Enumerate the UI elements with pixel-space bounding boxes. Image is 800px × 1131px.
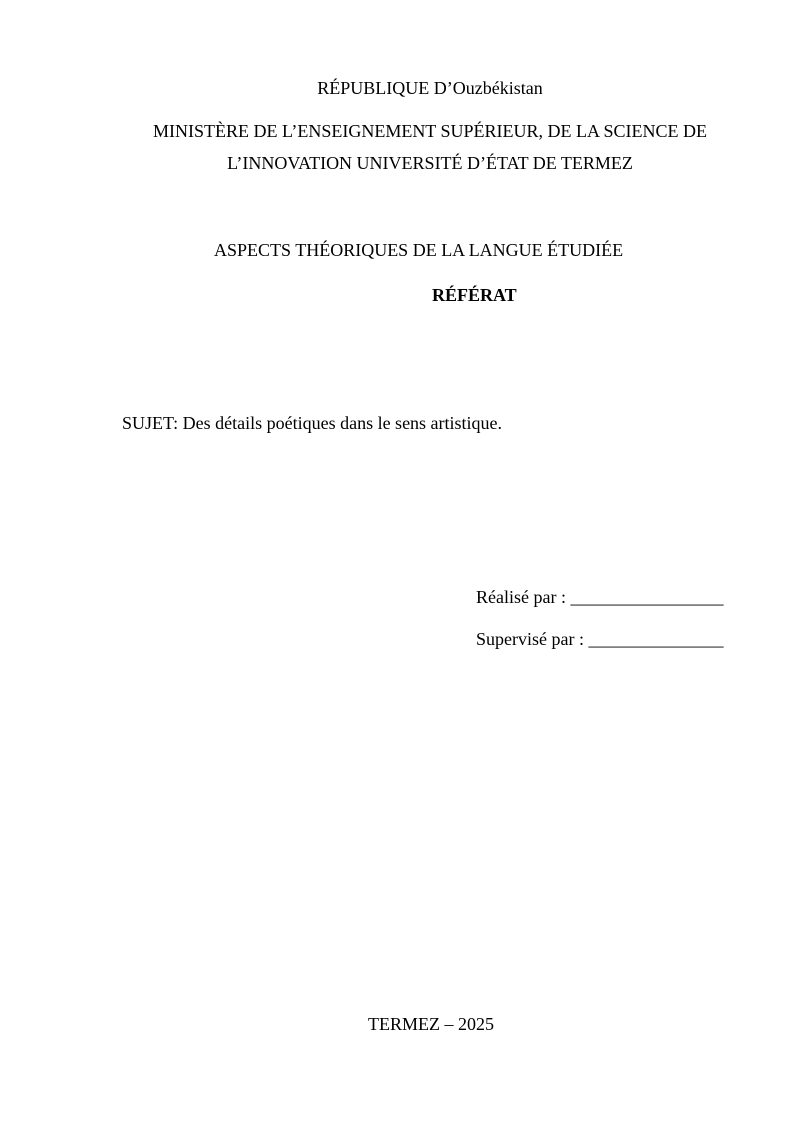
subject-line: SUJET: Des détails poétiques dans le sens artistique. (122, 413, 503, 433)
ministry-line-2: L’INNOVATION UNIVERSITÉ D’ÉTAT DE TERMEZ (227, 153, 633, 173)
realized-by-field: Réalisé par : _________________ (476, 587, 724, 607)
ministry-line-1: MINISTÈRE DE L’ENSEIGNEMENT SUPÉRIEUR, DE LA SCIENCE DE (153, 121, 707, 141)
document-type: RÉFÉRAT (432, 285, 517, 305)
footer-place-year: TERMEZ – 2025 (368, 1014, 494, 1034)
republic-heading: RÉPUBLIQUE D’Ouzbékistan (317, 78, 543, 98)
supervised-by-field: Supervisé par : _______________ (476, 629, 724, 649)
course-title: ASPECTS THÉORIQUES DE LA LANGUE ÉTUDIÉE (214, 240, 624, 260)
